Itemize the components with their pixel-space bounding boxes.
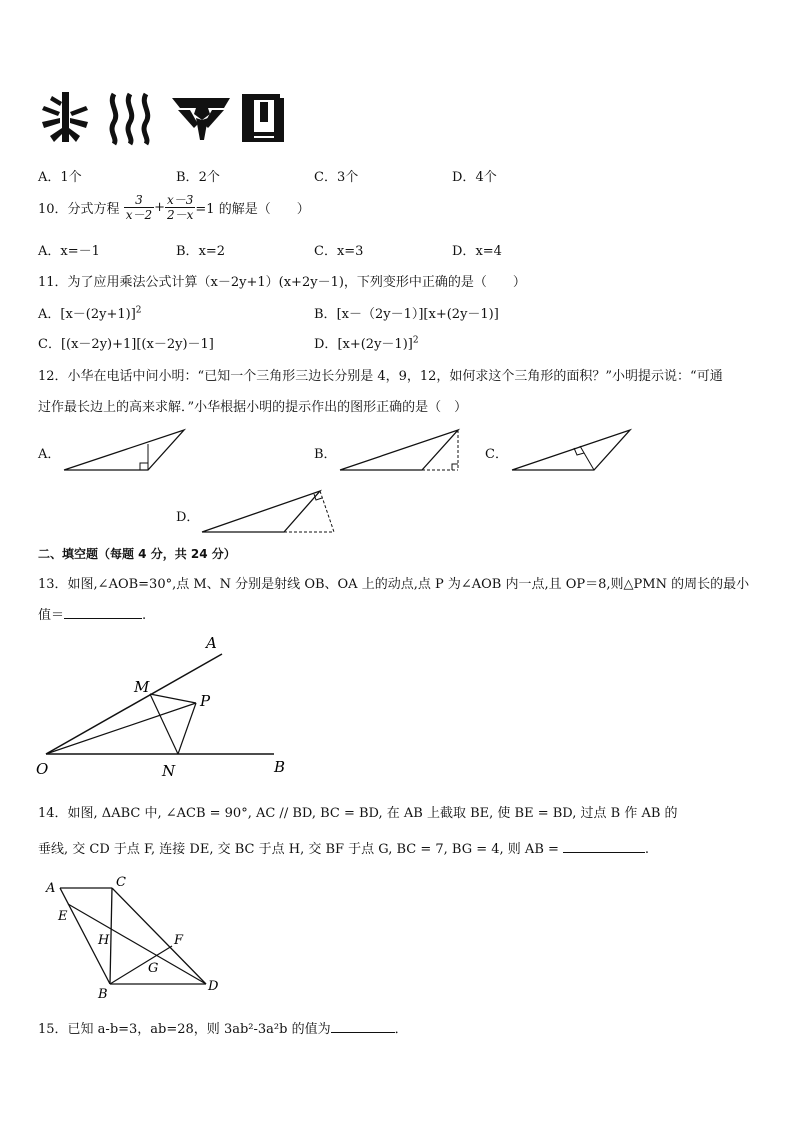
q14-stem-line-2: 垂线, 交 CD 于点 F, 连接 DE, 交 BC 于点 H, 交 BF 于点 G, BC = 7, BG = 4, 则 AB = . (38, 842, 650, 857)
q11-option-b[interactable]: B．[x－（2y－1）][x+(2y－1)] (314, 307, 499, 322)
tree-logo-icon (42, 92, 88, 142)
water-logo-icon (112, 94, 148, 144)
q13-label-m: M (134, 678, 150, 696)
q12-option-b-label[interactable]: B． (314, 447, 337, 462)
logo-row (38, 88, 298, 148)
q12-figure-c[interactable] (508, 428, 638, 474)
q10-fraction-1: $\frac{3}{x-2}$ (125, 193, 153, 222)
q14-label-f: F (174, 933, 184, 948)
eagle-logo-icon (172, 98, 230, 140)
section-2-title: 二、填空题（每题 4 分，共 24 分） (38, 547, 236, 561)
q12-figure-b[interactable] (336, 428, 466, 474)
q14-label-e: E (58, 909, 68, 924)
q13-label-b: B (274, 758, 286, 776)
q13-label-n: N (162, 762, 176, 780)
gate-logo-icon (242, 94, 284, 142)
q15-stem: 15．已知 a-b=3，ab=28，则 3ab²-3a²b 的值为 ． (38, 1022, 408, 1037)
q10-option-d[interactable]: D．x=4 (452, 244, 502, 259)
q13-answer-blank[interactable] (64, 606, 142, 619)
q10-option-b[interactable]: B．x=2 (176, 244, 226, 259)
q14-label-b: B (98, 987, 108, 1002)
q14-label-d: D (208, 979, 219, 994)
q13-label-p: P (200, 692, 211, 710)
q10-prefix: 10．分式方程 (38, 202, 120, 217)
q10-suffix: =1 的解是（ ） (195, 202, 310, 217)
q9-option-b[interactable]: B．2个 (176, 170, 220, 185)
q9-option-c[interactable]: C．3个 (314, 170, 359, 185)
q13-stem-line-1: 13．如图,∠AOB=30°,点 M、N 分别是射线 OB、OA 上的动点,点 P 为∠AOB 内一点,且 OP＝8,则△PMN 的周长的最小 (38, 577, 750, 592)
q14-label-h: H (98, 933, 110, 948)
q12-option-c-label[interactable]: C． (485, 447, 508, 462)
q10-option-c[interactable]: C．x=3 (314, 244, 364, 259)
q15-answer-blank[interactable] (331, 1020, 395, 1033)
q13-stem-line-2: 值＝ . (38, 608, 147, 623)
q10-stem: 10．分式方程 $\frac{3}{x-2}$ + $\frac{x-3}{2-x}$ =1 的解是（ ） (38, 193, 310, 222)
q14-figure (40, 872, 230, 1002)
q11-option-a[interactable]: A．$[x-(2y+1)]^2$ (38, 305, 142, 322)
q14-label-a: A (46, 881, 56, 896)
q14-label-c: C (116, 875, 126, 890)
q11-option-d[interactable]: D．$[x+(2y-1)]^2$ (314, 335, 419, 352)
q13-label-o: O (36, 760, 49, 778)
q12-figure-a[interactable] (60, 428, 190, 474)
q10-fraction-2: $\frac{x-3}{2-x}$ (167, 193, 194, 222)
q11-stem: 11．为了应用乘法公式计算（x－2y+1）(x+2y－1)，下列变形中正确的是（ ） (38, 275, 526, 290)
q12-stem-line-2: 过作最长边上的高来求解．”小华根据小明的提示作出的图形正确的是（ ） (38, 400, 468, 415)
q14-label-g: G (148, 961, 159, 976)
q9-option-a[interactable]: A．1个 (38, 170, 82, 185)
q12-option-d-label[interactable]: D． (176, 510, 200, 525)
q14-stem-line-1: 14．如图, ΔABC 中, ∠ACB = 90°, AC // BD, BC = BD, 在 AB 上截取 BE, 使 BE = BD, 过点 B 作 AB 的 (38, 806, 678, 821)
q13-figure (34, 630, 304, 780)
q13-label-a: A (206, 634, 217, 652)
q12-option-a-label[interactable]: A． (38, 447, 61, 462)
q9-option-d[interactable]: D．4个 (452, 170, 497, 185)
q10-option-a[interactable]: A．x=－1 (38, 244, 100, 259)
q14-answer-blank[interactable] (563, 840, 645, 853)
q11-option-c[interactable]: C．[(x－2y)+1][(x－2y)－1] (38, 337, 214, 352)
q12-stem-line-1: 12．小华在电话中问小明：“已知一个三角形三边长分别是 4，9，12，如何求这个三角形的面积？”小明提示说：“可通 (38, 369, 723, 384)
q12-figure-d[interactable] (198, 488, 338, 536)
